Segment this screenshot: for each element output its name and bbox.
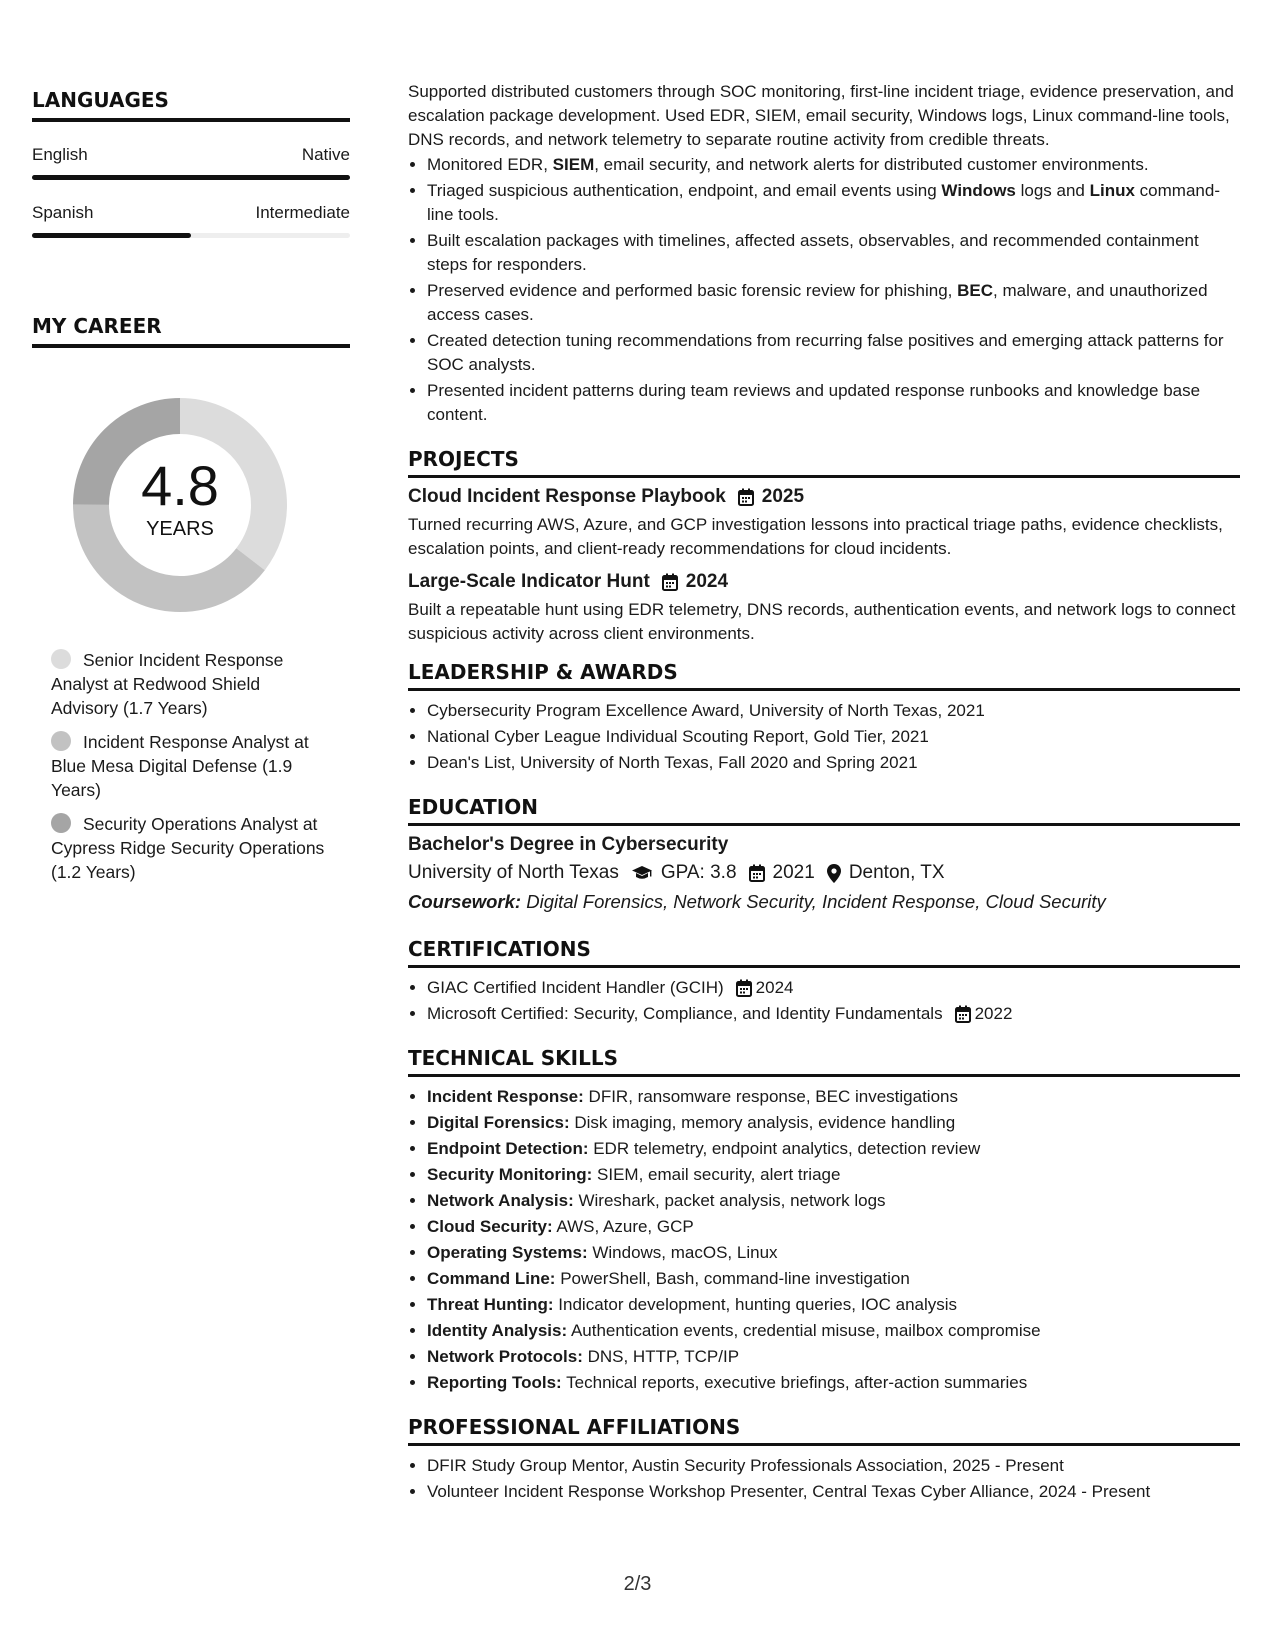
projects-heading: PROJECTS [408, 447, 1240, 478]
education-school: University of North Texas [408, 862, 619, 883]
certification-year: 2022 [974, 1004, 1013, 1023]
project-description: Turned recurring AWS, Azure, and GCP investigation lessons into practical triage paths, evidence checklists, escalation points, and client-ready recommendations for cloud incidents. [408, 515, 1223, 558]
education-heading: EDUCATION [408, 795, 1240, 826]
skill-label: Threat Hunting: [427, 1295, 554, 1314]
coursework-value: Digital Forensics, Network Security, Incident Response, Cloud Security [526, 891, 1106, 912]
project-title-row [408, 571, 1240, 593]
experience-bullet [427, 153, 1240, 177]
language-level: Intermediate [255, 203, 350, 222]
education-year: 2021 [772, 862, 815, 883]
graduation-cap-icon [631, 865, 653, 881]
skill-label: Security Monitoring: [427, 1165, 593, 1184]
education-coursework [408, 891, 1240, 913]
project-title-row [408, 486, 1240, 508]
language-name: Spanish [32, 203, 94, 222]
certification-item [427, 976, 1240, 1000]
certification-year: 2024 [755, 978, 794, 997]
career-legend-label: Senior Incident Response Analyst at Redwood Shield Advisory (1.7 Years) [51, 650, 284, 718]
skill-item [427, 1163, 1240, 1187]
skill-value: DNS, HTTP, TCP/IP [587, 1347, 740, 1366]
bullet-text: Monitored EDR, [427, 155, 553, 174]
skill-value: DFIR, ransomware response, BEC investigations [588, 1087, 958, 1106]
skill-item [427, 1371, 1240, 1395]
bullet-text: , email security, and network alerts for distributed customer environments. [594, 155, 1149, 174]
calendar-icon [662, 573, 678, 591]
award-item: • National Cyber League Individual Scouting Report, Gold Tier, 2021 [427, 725, 1240, 749]
language-bar-fill [32, 175, 350, 180]
skill-label: Digital Forensics: [427, 1113, 570, 1132]
coursework-label: Coursework: [408, 891, 522, 912]
education-meta [408, 862, 1240, 884]
career-legend-item [51, 648, 326, 720]
career-legend-label: Incident Response Analyst at Blue Mesa Digital Defense (1.9 Years) [51, 732, 309, 800]
affiliation-item: • DFIR Study Group Mentor, Austin Security Professionals Association, 2025 - Present [427, 1454, 1240, 1478]
experience-bullet [427, 329, 1240, 377]
skill-value: Disk imaging, memory analysis, evidence handling [574, 1113, 956, 1132]
career-legend-dot [51, 813, 71, 833]
project-title: Cloud Incident Response Playbook [408, 486, 726, 507]
project-year: 2025 [761, 486, 805, 507]
skill-label: Network Analysis: [427, 1191, 574, 1210]
skill-label: Reporting Tools: [427, 1373, 562, 1392]
language-bar-fill [32, 233, 191, 238]
skill-label: Endpoint Detection: [427, 1139, 589, 1158]
skill-label: Network Protocols: [427, 1347, 583, 1366]
language-bar [32, 175, 350, 180]
skill-item [427, 1137, 1240, 1161]
leadership-heading: LEADERSHIP & AWARDS [408, 660, 1240, 691]
skill-value: Wireshark, packet analysis, network logs [578, 1191, 886, 1210]
skill-item [427, 1345, 1240, 1369]
skill-item [427, 1215, 1240, 1239]
calendar-icon [738, 488, 754, 506]
languages-heading: LANGUAGES [32, 88, 350, 122]
bullet-text: Preserved evidence and performed basic forensic review for phishing, [427, 281, 958, 300]
skill-value: AWS, Azure, GCP [556, 1217, 694, 1236]
calendar-icon [736, 979, 752, 997]
career-total-years: 4.8 [141, 454, 219, 517]
skill-value: Technical reports, executive briefings, after-action summaries [566, 1373, 1028, 1392]
language-name: English [32, 145, 88, 164]
language-level: Native [301, 145, 350, 164]
main-content [408, 80, 1240, 1506]
skill-item [427, 1319, 1240, 1343]
skill-value: Windows, macOS, Linux [592, 1243, 778, 1262]
education-location: Denton, TX [848, 862, 945, 883]
skill-label: Operating Systems: [427, 1243, 588, 1262]
experience-bullet [427, 379, 1240, 427]
skill-label: Identity Analysis: [427, 1321, 568, 1340]
leadership-list [408, 699, 1240, 775]
calendar-icon [749, 864, 765, 882]
project-description: Built a repeatable hunt using EDR telemetry, DNS records, authentication events, and network logs to connect suspicious activity across client environments. [408, 600, 1236, 643]
skills-list [408, 1085, 1240, 1395]
bullet-text: Built escalation packages with timelines, affected assets, observables, and recommended containment steps for responders. [427, 231, 1199, 274]
skill-item [427, 1111, 1240, 1135]
experience-bullet [427, 279, 1240, 327]
skill-value: SIEM, email security, alert triage [597, 1165, 841, 1184]
career-legend [51, 648, 326, 884]
bullet-text: , malware, and unauthorized access cases. [427, 281, 1208, 324]
certifications-heading: CERTIFICATIONS [408, 937, 1240, 968]
skill-item [427, 1189, 1240, 1213]
certification-item [427, 1002, 1240, 1026]
bullet-text: command-line tools. [427, 181, 1220, 224]
highlight-keyword: Windows [941, 181, 1016, 200]
skills-heading: TECHNICAL SKILLS [408, 1046, 1240, 1077]
affiliations-list [408, 1454, 1240, 1504]
career-legend-dot [51, 649, 71, 669]
bullet-text: Presented incident patterns during team reviews and updated response runbooks and knowledge base content. [427, 381, 1201, 424]
experience-bullet [427, 229, 1240, 277]
skill-item [427, 1241, 1240, 1265]
projects-list [408, 486, 1240, 646]
skill-label: Command Line: [427, 1269, 556, 1288]
certification-name: • GIAC Certified Incident Handler (GCIH) [427, 978, 724, 997]
career-legend-dot [51, 731, 71, 751]
calendar-icon [955, 1005, 971, 1023]
skill-value: EDR telemetry, endpoint analytics, detection review [593, 1139, 981, 1158]
bullet-text: Created detection tuning recommendations from recurring false positives and emerging attack patterns for SOC analysts. [427, 331, 1224, 374]
certification-name: • Microsoft Certified: Security, Compliance, and Identity Fundamentals [427, 1004, 943, 1023]
bullet-text: Triaged suspicious authentication, endpoint, and email events using [427, 181, 942, 200]
highlight-keyword: Linux [1089, 181, 1135, 200]
career-donut-chart [65, 390, 295, 620]
certifications-list [408, 976, 1240, 1026]
education-gpa: GPA: 3.8 [660, 862, 737, 883]
map-pin-icon [827, 864, 841, 883]
skill-item [427, 1293, 1240, 1317]
career-legend-item [51, 730, 326, 802]
languages-list [32, 145, 350, 238]
highlight-keyword: SIEM [552, 155, 595, 174]
career-years-unit: YEARS [146, 518, 214, 540]
award-item: • Dean's List, University of North Texas, Fall 2020 and Spring 2021 [427, 751, 1240, 775]
affiliation-item: • Volunteer Incident Response Workshop Presenter, Central Texas Cyber Alliance, 2024 - Present [427, 1480, 1240, 1504]
experience-bullet [427, 179, 1240, 227]
skill-value: Indicator development, hunting queries, IOC analysis [558, 1295, 958, 1314]
language-row [32, 145, 350, 165]
affiliations-heading: PROFESSIONAL AFFILIATIONS [408, 1415, 1240, 1446]
skill-label: Cloud Security: [427, 1217, 553, 1236]
skill-item [427, 1085, 1240, 1109]
skill-value: PowerShell, Bash, command-line investigation [560, 1269, 910, 1288]
language-row [32, 203, 350, 223]
bullet-text: logs and [1015, 181, 1090, 200]
career-legend-item [51, 812, 326, 884]
experience-summary: Supported distributed customers through SOC monitoring, first-line incident triage, evidence preservation, and escalation package development. Used EDR, SIEM, email security, Windows logs, Linux command-line tools, DNS records, and network telemetry to separate routine activity from credible threats. [408, 82, 1234, 149]
page-number: 2/3 [623, 1573, 652, 1595]
career-legend-label: Security Operations Analyst at Cypress Ridge Security Operations (1.2 Years) [51, 814, 325, 882]
education-degree: Bachelor's Degree in Cybersecurity [408, 834, 729, 855]
award-item: • Cybersecurity Program Excellence Award, University of North Texas, 2021 [427, 699, 1240, 723]
skill-value: Authentication events, credential misuse, mailbox compromise [570, 1321, 1041, 1340]
project-year: 2024 [685, 571, 729, 592]
sidebar [32, 88, 350, 894]
skill-item [427, 1267, 1240, 1291]
project-title: Large-Scale Indicator Hunt [408, 571, 650, 592]
experience-bullets [408, 153, 1240, 427]
career-heading: MY CAREER [32, 314, 350, 348]
skill-label: Incident Response: [427, 1087, 584, 1106]
highlight-keyword: BEC [957, 281, 994, 300]
language-bar [32, 233, 350, 238]
